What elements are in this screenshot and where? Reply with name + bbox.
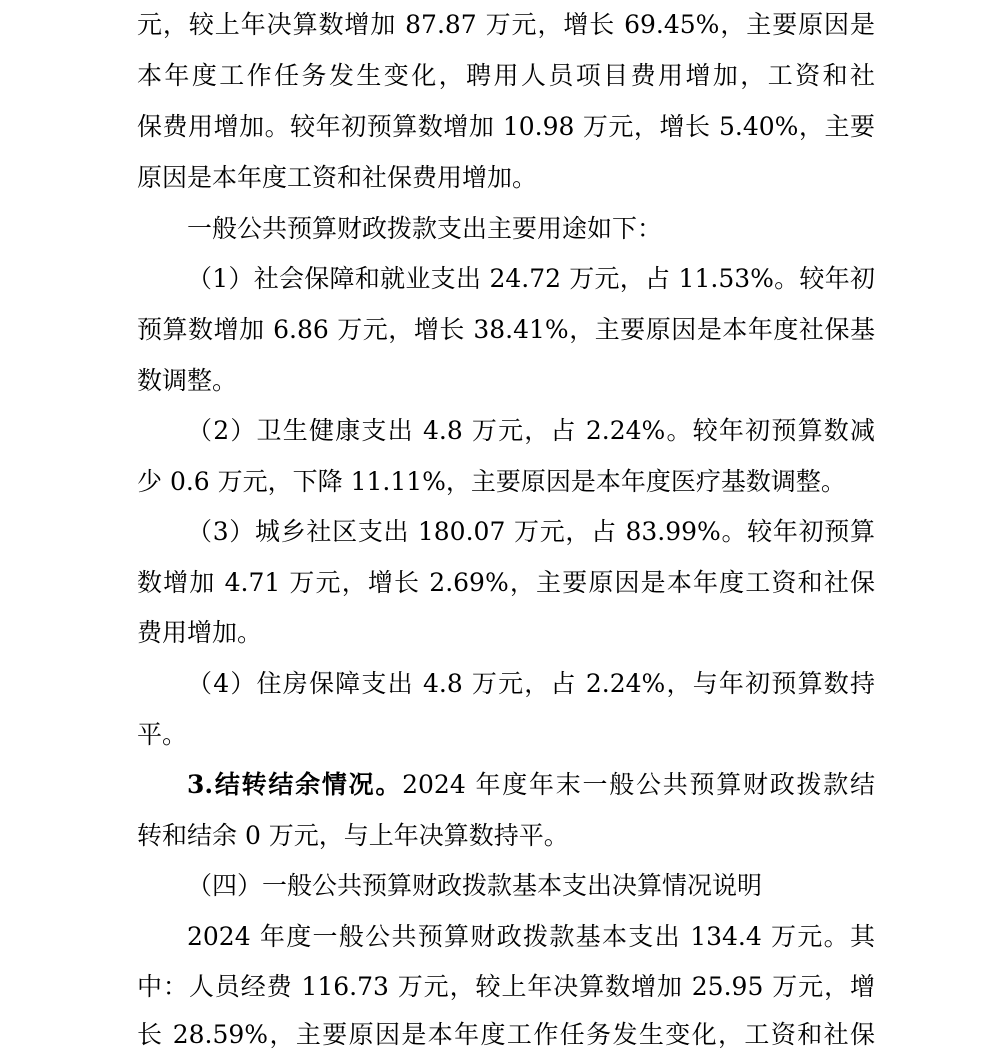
list-item-line: （1）社会保障和就业支出 24.72 万元，占 11.53%。较年初 [187,264,875,293]
list-item-line: （3）城乡社区支出 180.07 万元，占 83.99%。较年初预算 [187,517,875,546]
list-item-line: 预算数增加 6.86 万元，增长 38.41%，主要原因是本年度社保基 [137,315,875,344]
list-item-line: 数调整。 [137,366,238,395]
paragraph-line: 保费用增加。较年初预算数增加 10.98 万元，增长 5.40%，主要 [137,112,875,141]
paragraph-line: 2024 年度一般公共预算财政拨款基本支出 134.4 万元。其 [187,922,875,951]
list-item-line: 平。 [137,720,188,749]
paragraph-line: 一般公共预算财政拨款支出主要用途如下： [187,214,663,243]
list-item-line: （4）住房保障支出 4.8 万元，占 2.24%，与年初预算数持 [187,669,875,698]
list-item-line: 少 0.6 万元，下降 11.11%，主要原因是本年度医疗基数调整。 [137,467,846,496]
section-heading: （四）一般公共预算财政拨款基本支出决算情况说明 [187,871,763,900]
bold-heading: 3.结转结余情况。 [187,770,403,799]
paragraph-line: 本年度工作任务发生变化，聘用人员项目费用增加，工资和社 [137,61,875,90]
list-item-line: 费用增加。 [137,618,263,647]
paragraph-line: 中：人员经费 116.73 万元，较上年决算数增加 25.95 万元，增 [137,972,875,1001]
paragraph-line: 元，较上年决算数增加 87.87 万元，增长 69.45%，主要原因是 [137,10,875,39]
paragraph-line: 原因是本年度工资和社保费用增加。 [137,163,538,192]
paragraph-line: 长 28.59%，主要原因是本年度工作任务发生变化，工资和社保 [137,1020,875,1049]
list-item-line: 数增加 4.71 万元，增长 2.69%，主要原因是本年度工资和社保 [137,568,875,597]
paragraph-text: 2024 年度年末一般公共预算财政拨款结 [402,770,875,799]
list-item-line: （2）卫生健康支出 4.8 万元，占 2.24%。较年初预算数减 [187,416,875,445]
paragraph-line: 转和结余 0 万元，与上年决算数持平。 [137,821,569,850]
paragraph-line [187,760,875,810]
